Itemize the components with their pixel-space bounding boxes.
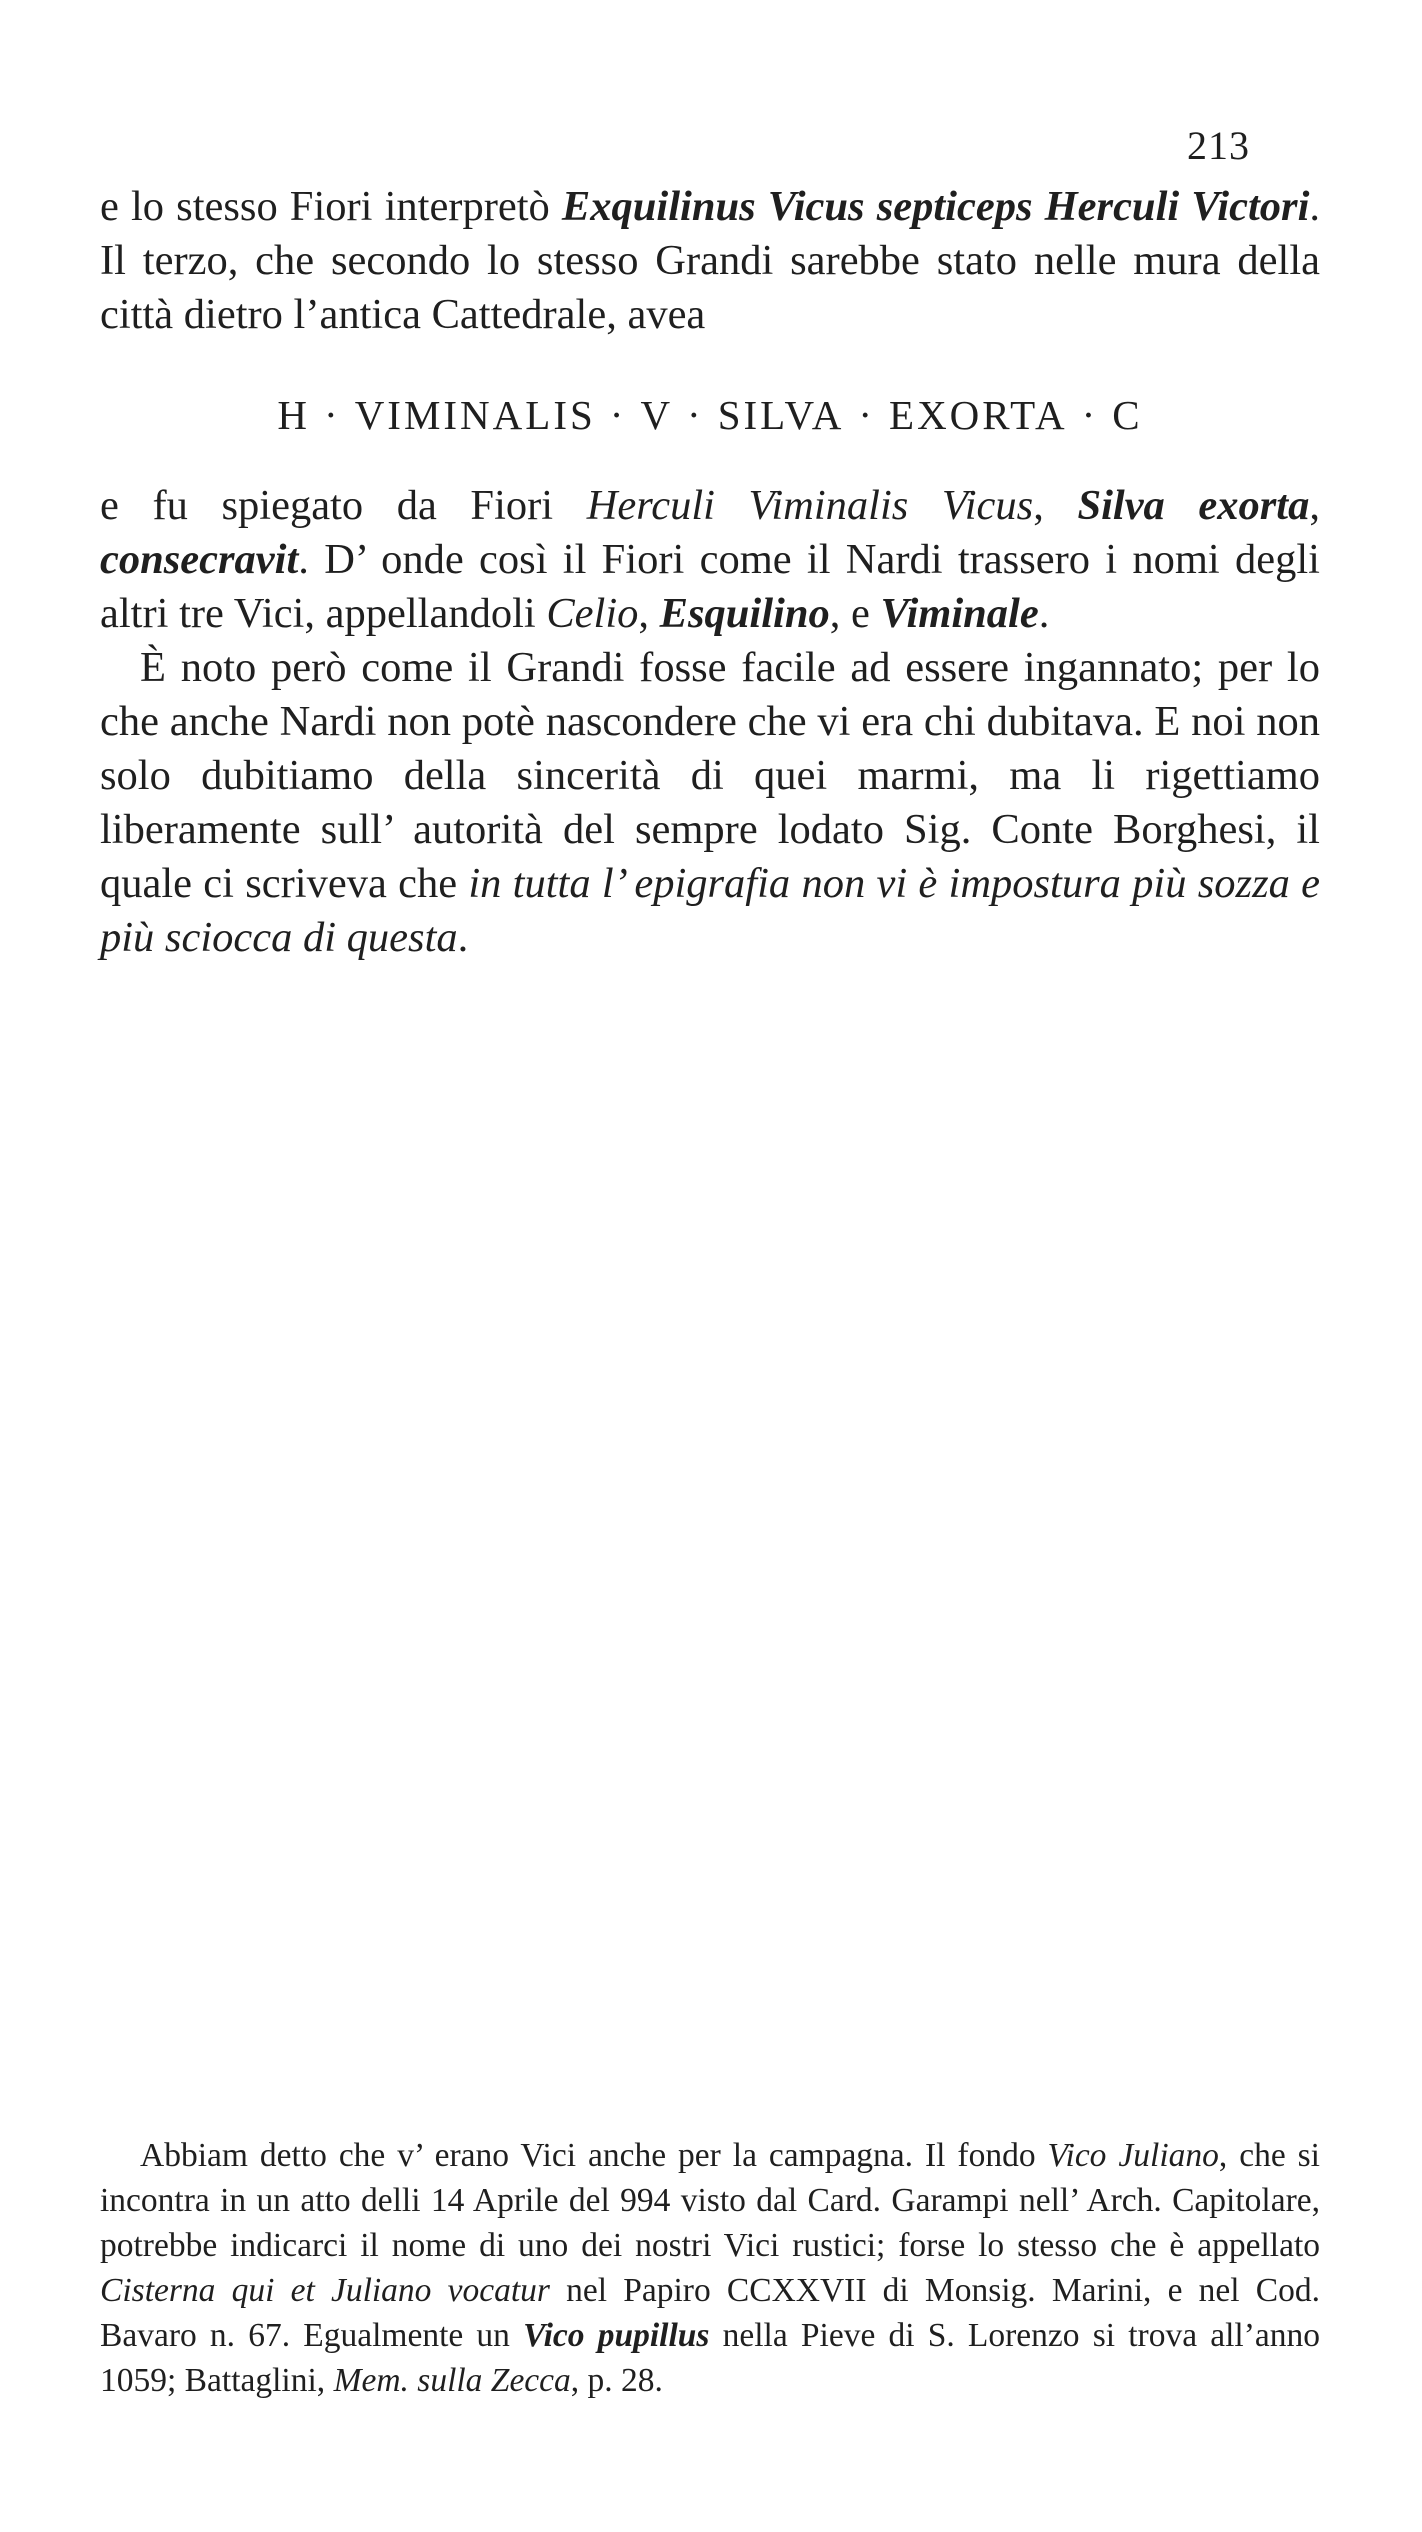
text-run: . [1038, 590, 1050, 637]
inscription-separator: · [609, 392, 627, 438]
text-run: , [638, 590, 660, 637]
latin-phrase: Silva exorta [1077, 482, 1310, 529]
paragraph-1 [100, 180, 1320, 342]
inscription-word: C [1112, 392, 1143, 438]
quoted-phrase: in tutta l’ epigrafia non vi è impostura più sozza e più sciocca di questa [100, 860, 1320, 961]
inscription-separator: · [324, 392, 341, 438]
footnote [100, 2133, 1320, 2403]
latin-phrase: Viminale [880, 590, 1039, 637]
latin-phrase: Mem. sulla Zecca [333, 2362, 571, 2399]
latin-phrase: Celio [546, 590, 639, 637]
inscription-word: SILVA [717, 392, 845, 438]
text-run: e lo stesso Fiori interpretò [100, 183, 562, 230]
latin-phrase: Herculi Viminalis Vicus [586, 482, 1034, 529]
page-number: 213 [1187, 123, 1250, 168]
inscription-word: V [640, 392, 674, 438]
latin-phrase: Esquilino [659, 590, 830, 637]
main-text [100, 180, 1320, 965]
text-run: Abbiam detto che v’ erano Vici anche per la campagna. Il fondo [140, 2137, 1048, 2174]
inscription-word: EXORTA [889, 392, 1068, 438]
inscription-separator: · [687, 392, 704, 438]
text-run: nel Papiro CCXXVII di Monsig. Marini, e nel Cod. Bavaro n. 67. Egualmente un [100, 2272, 1320, 2354]
inscription-separator: · [858, 392, 876, 438]
paragraph-2 [100, 479, 1320, 641]
inscription-word: VIMINALIS [354, 392, 596, 438]
text-run: . Il terzo, che secondo lo stesso Grandi sarebbe stato nelle mura della città dietro l’antica Cattedrale, avea [100, 183, 1320, 338]
text-run: , [1033, 482, 1078, 529]
text-run: È noto però come il Grandi fosse facile ad essere ingannato; per lo che anche Nardi non potè nascondere che vi era chi dubitava. E noi non solo dubitiamo della sincerità di quei marmi, ma li rigettiamo liberamente sull’ autorità del sempre lodato Sig. Conte Borghesi, il quale ci scriveva che [100, 644, 1320, 907]
text-run: nella Pieve di S. Lorenzo si trova all’anno 1059; Battaglini, [100, 2317, 1320, 2399]
latin-phrase: Cisterna qui et Juliano vocatur [100, 2272, 550, 2309]
latin-phrase: consecravit [100, 536, 299, 583]
inscription-separator: · [1081, 392, 1099, 438]
inscription-word: H [277, 392, 311, 438]
footnote-paragraph [100, 2133, 1320, 2403]
latin-phrase: Vico pupillus [523, 2317, 710, 2354]
text-run: , p. 28. [570, 2362, 663, 2399]
text-run: , [1309, 482, 1320, 529]
text-run: . [457, 914, 469, 961]
latin-phrase: Exquilinus Vicus septiceps Herculi Victori [561, 183, 1310, 230]
text-run: e fu spiegato da Fiori [100, 482, 587, 529]
latin-phrase: Vico Juliano [1047, 2137, 1219, 2174]
text-run: , che si incontra in un atto delli 14 Aprile del 994 visto dal Card. Garampi nell’ Arch. Capitolare, potrebbe indicarci il nome di uno dei nostri Vici rustici; forse lo stesso che è appellato [100, 2137, 1320, 2264]
text-run: , e [829, 590, 881, 637]
inscription [100, 388, 1320, 442]
paragraph-3 [100, 641, 1320, 965]
text-run: . D’ onde così il Fiori come il Nardi trassero i nomi degli altri tre Vici, appellandoli [100, 536, 1320, 637]
